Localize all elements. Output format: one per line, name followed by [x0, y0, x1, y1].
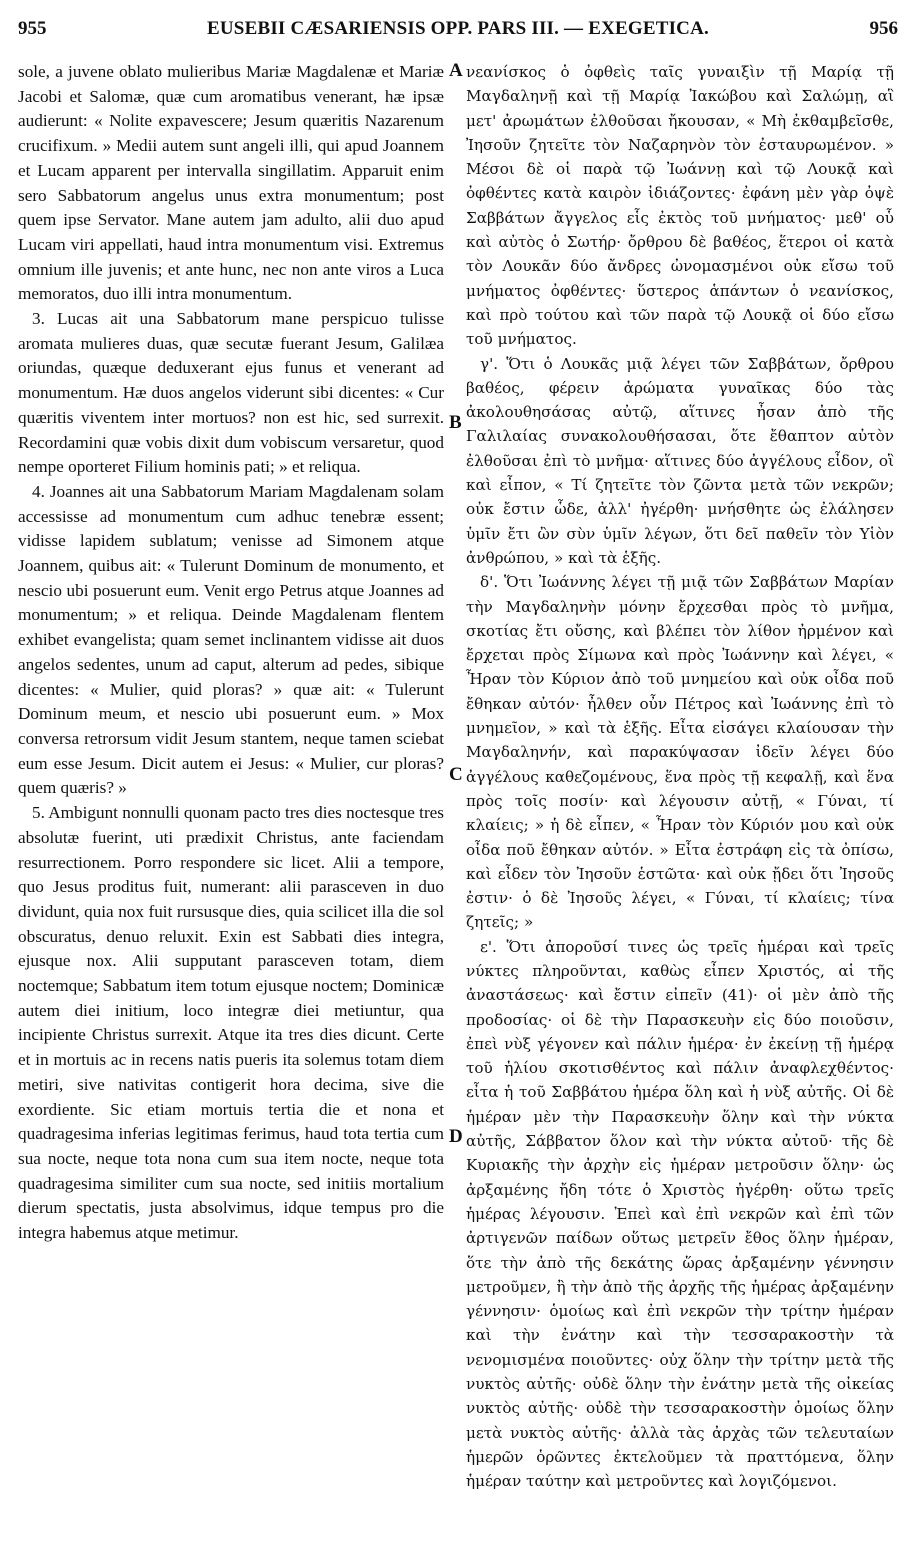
running-header	[18, 16, 898, 50]
page-number-right: 956	[869, 18, 898, 39]
greek-paragraph: γ'. Ὅτι ὁ Λουκᾶς μιᾷ λέγει τῶν Σαββάτων, ὄρθρου βαθέος, φέρειν ἀρώματα γυναῖκας δύο τὰς ἀκολουθησάσας αὐτῷ, αἵτινες ἦσαν ἀπὸ τῆς Γαλιλαίας συνακολουθήσασαι, ὅτε ἔθαπτον αὐτὸν ἐλθοῦσαι ἐπὶ τὸ μνῆμα· αἵτινες δύο ἀγγέλους εἶδον, οἳ καὶ εἶπον, « Τί ζητεῖτε τὸν ζῶντα μετὰ τῶν νεκρῶν; οὐκ ἔστιν ὧδε, ἀλλ' ἠγέρθη· μνήσθητε ὡς ἐλάλησεν ὑμῖν ἔτι ὢν σὺν ὑμῖν λέγων, ὅτι δεῖ παθεῖν τὸν Υἱὸν ἀνθρώπου, » καὶ τὰ ἑξῆς.	[466, 354, 894, 567]
greek-column	[466, 60, 894, 1556]
margin-marker-a: A	[449, 60, 463, 81]
margin-marker-d: D	[449, 1126, 463, 1147]
margin-marker-b: B	[449, 412, 462, 433]
margin-marker-c: C	[449, 764, 463, 785]
latin-column	[18, 60, 444, 1556]
latin-paragraph: 5. Ambigunt nonnulli quonam pacto tres dies noctesque tres absolutæ fuerint, uti prædixit Christus, ante faciendam resurrectionem. Porro respondere sic licet. Alii a tempore, quo Jesus proditus fuit, numerant: alii parasceven in duo dividunt, quia nox fuit rursusque dies, quia scilicet illa die sol obscuratus, denuo reluxit. Exin est Sabbati dies integra, ejusque nox. Alii supputant parasceven totam, diem noctemque; Sabbatum item totum ejusque noctem; Dominicæ autem diei initium, loco integræ diei metiuntur, qua incipiente Christus surrexit. Atque ita tres dies dicunt. Certe et in mortuis ac in recens natis pueris ita solemus totam diem metiri, sive nativitas contigerit hora decima, sive die exordiente. Sic etiam mortuis tertia die et nona et quadragesima inferias legitimas ferimus, haud tota tertia cum sua nocte, neque tota nona cum sua item nocte, neque tota quadragesima similiter cum sua nocte, sed initiis mortalium dierum spectatis, justa absolvimus, idque tempus pro die integra habemus atque metimur.	[18, 803, 444, 1243]
greek-paragraph: ε'. Ὅτι ἀποροῦσί τινες ὡς τρεῖς ἡμέραι καὶ τρεῖς νύκτες πληροῦνται, καθὼς εἶπεν Χριστός, αἱ τῆς ἀναστάσεως· καὶ ἔστιν εἰπεῖν (41)· οἱ μὲν ἀπὸ τῆς προδοσίας· οἱ δὲ τὴν Παρασκευὴν εἰς δύο ποιοῦσιν, ἐπεὶ νὺξ γέγονεν καὶ πάλιν ἡμέρα· ἐν ἐκείνῃ τῇ ἡμέρᾳ τοῦ ἡλίου σκοτισθέντος καὶ πάλιν ἀναφλεχθέντος· εἶτα ἡ τοῦ Σαββάτου ἡμέρα ὅλη καὶ ἡ νὺξ αὐτῆς. Οἱ δὲ ἡμέραν μὲν τὴν Παρασκευὴν ὅλην καὶ τὴν νύκτα αὐτῆς, Σάββατον ὅλον καὶ τὴν νύκτα αὐτοῦ· τῆς δὲ Κυριακῆς τὴν ἀρχὴν εἰς ἡμέραν μετροῦσιν ὅλην· ὡς ἀρξαμένης ἤδη τότε ὁ Χριστὸς ἠγέρθη· οὕτω τρεῖς ἡμέρας λέγουσιν. Ἐπεὶ καὶ ἐπὶ νεκρῶν καὶ ἐπὶ τῶν ἀρτιγενῶν παίδων οὕτως μετρεῖν ἔθος ὅλην ἡμέραν, ὅτε τὴν ἀπὸ τῆς δεκάτης ὥρας ἀρξαμένην γέννησιν μετροῦμεν, ἢ τὴν ἀπὸ τῆς ἀρχῆς τῆς ἡμέρας ἀρξαμένην γέννησιν· ὁμοίως καὶ ἐπὶ νεκρῶν τὴν τρίτην ἡμέραν καὶ τὴν ἐνάτην καὶ τὴν τεσσαρακοστὴν τὰ νενομισμένα ποιοῦντες· οὐχ ὅλην τὴν τρίτην μετὰ τῆς νυκτὸς αὐτῆς· οὐδὲ ὅλην τὴν ἐνάτην μετὰ τῆς οἰκείας νυκτὸς αὐτῆς· οὐδὲ τὴν τεσσαρακοστὴν ὁμοίως ὅλην μετὰ νυκτὸς αὐτῆς· ἀλλὰ τὰς ἀρχὰς τῶν τελευταίων ἡμερῶν ὁρῶντες ἐκτελοῦμεν τὰ πραττόμενα, ὅλην ἡμέραν ταύτην καὶ μετροῦντες καὶ λογιζόμενοι.	[466, 937, 894, 1491]
latin-paragraph: 3. Lucas ait una Sabbatorum mane perspicuo tulisse aromata mulieres duas, quæ secutæ fuerant Jesum, Galilæa oriundas, quæque deduxerant ejus funus et venerant ad monumentum. Hæ duos angelos viderunt sibi dicentes: « Cur quæritis viventem inter mortuos? non est hic, sed surrexit. Recordamini quæ vobis dixit dum vobiscum versaretur, quod nempe oporteret Filium hominis pati; » et reliqua.	[18, 309, 444, 477]
page-number-left: 955	[18, 18, 47, 39]
greek-paragraph: δ'. Ὅτι Ἰωάννης λέγει τῇ μιᾷ τῶν Σαββάτων Μαρίαν τὴν Μαγδαληνὴν μόνην ἔρχεσθαι πρὸς τὸ μνῆμα, σκοτίας ἔτι οὔσης, καὶ βλέπει τὸν λίθον ἠρμένον καὶ ἔρχεται πρὸς Σίμωνα καὶ πρὸς Ἰωάννην καὶ λέγει, « Ἦραν τὸν Κύριον ἀπὸ τοῦ μνημείου καὶ οὐκ οἶδα ποῦ ἔθηκαν αὐτόν· ἦλθεν οὖν Πέτρος καὶ Ἰωάννης ἐπὶ τὸ μνημεῖον, » καὶ τὰ ἑξῆς. Εἶτα εἰσάγει κλαίουσαν τὴν Μαγδαληνήν, καὶ παρακύψασαν ἰδεῖν λέγει δύο ἀγγέλους καθεζομένους, ἕνα πρὸς τῇ κεφαλῇ, καὶ ἕνα πρὸς τοῖς ποσίν· καὶ λέγουσιν αὐτῇ, « Γύναι, τί κλαίεις; » ἡ δὲ εἶπεν, « Ἦραν τὸν Κύριόν μου καὶ οὐκ οἶδα ποῦ ἔθηκαν αὐτόν. » Εἶτα ἐστράφη εἰς τὰ ὀπίσω, καὶ εἶδεν τὸν Ἰησοῦν ἑστῶτα· καὶ οὐκ ᾔδει ὅτι Ἰησοῦς ἐστιν· ὁ δὲ Ἰησοῦς λέγει, « Γύναι, τί κλαίεις; τίνα ζητεῖς; »	[466, 573, 894, 932]
latin-paragraph: sole, a juvene oblato mulieribus Mariæ Magdalenæ et Mariæ Jacobi et Salomæ, quæ cum aromatibus venerant, hæ ipsæ audierunt: « Nolite expavescere; Jesum quæritis Nazarenum crucifixum. » Medii autem sunt angeli illi, qui apud Joannem et Lucam apparent per intervalla singillatim. Apparuit enim sero Sabbatorum angelus unus extra monumentum; post quem ipse Servator. Mane autem jam adulto, alii duo apud Lucam viri appellati, haud intra monumentum visi. Extremus omnium ille juvenis; et ante hunc, nec non ante viros a Luca memoratos, duo illi intra monumentum.	[18, 62, 444, 304]
greek-paragraph: νεανίσκος ὁ ὀφθεὶς ταῖς γυναιξὶν τῇ Μαρίᾳ τῇ Μαγδαληνῇ καὶ τῇ Μαρίᾳ Ἰακώβου καὶ Σαλώμῃ, αἳ μετ' ἀρωμάτων ἐλθοῦσαι ἤκουσαν, « Μὴ ἐκθαμβεῖσθε, Ἰησοῦν ζητεῖτε τὸν Ναζαρηνὸν τὸν ἐσταυρωμένον. » Μέσοι δὲ οἱ παρὰ τῷ Ἰωάννῃ καὶ τῷ Λουκᾷ καὶ ὀφθέντες κατὰ καιρὸν ἰδιάζοντες· ἐφάνη μὲν γὰρ ὀψὲ Σαββάτων ἄγγελος εἷς ἐκτὸς τοῦ μνήματος· μεθ' οὗ καὶ αὐτὸς ὁ Σωτήρ· ὄρθρου δὲ βαθέος, ἕτεροι οἱ κατὰ τὸν Λουκᾶν δύο ἄνδρες ὠνομασμένοι οὐκ εἴσω τοῦ μνήματος ὀφθέντες· ὕστερος ἁπάντων ὁ νεανίσκος, καὶ πρὸ τούτου καὶ τῶν παρὰ τῷ Λουκᾷ οἱ δύο εἴσω τοῦ μνήματος.	[466, 63, 894, 349]
latin-paragraph: 4. Joannes ait una Sabbatorum Mariam Magdalenam solam accessisse ad monumentum cum adhuc tenebræ essent; vidisse lapidem sublatum; venisse ad Simonem atque Joannem, quibus ait: « Tulerunt Dominum de monumento, et nescio ubi posuerunt eum. Venit ergo Petrus atque Joannes ad monumentum; » et reliqua. Deinde Magdalenam flentem exhibet evangelista; quam semet inclinantem vidisse ait duos angelos sedentes, unum ad caput, alterum ad pedes, sibique dicentes: « Mulier, quid ploras? » quæ ait: « Tulerunt Dominum meum, et nescio ubi posuerunt eum. » Mox conversa retrorsum vidit Jesum stantem, neque tamen sciebat eum esse Jesum. Dicit autem ei Jesus: « Mulier, cur ploras? quem quæris? »	[18, 481, 444, 798]
running-title: EUSEBII CÆSARIENSIS OPP. PARS III. — EXEGETICA.	[207, 18, 709, 39]
